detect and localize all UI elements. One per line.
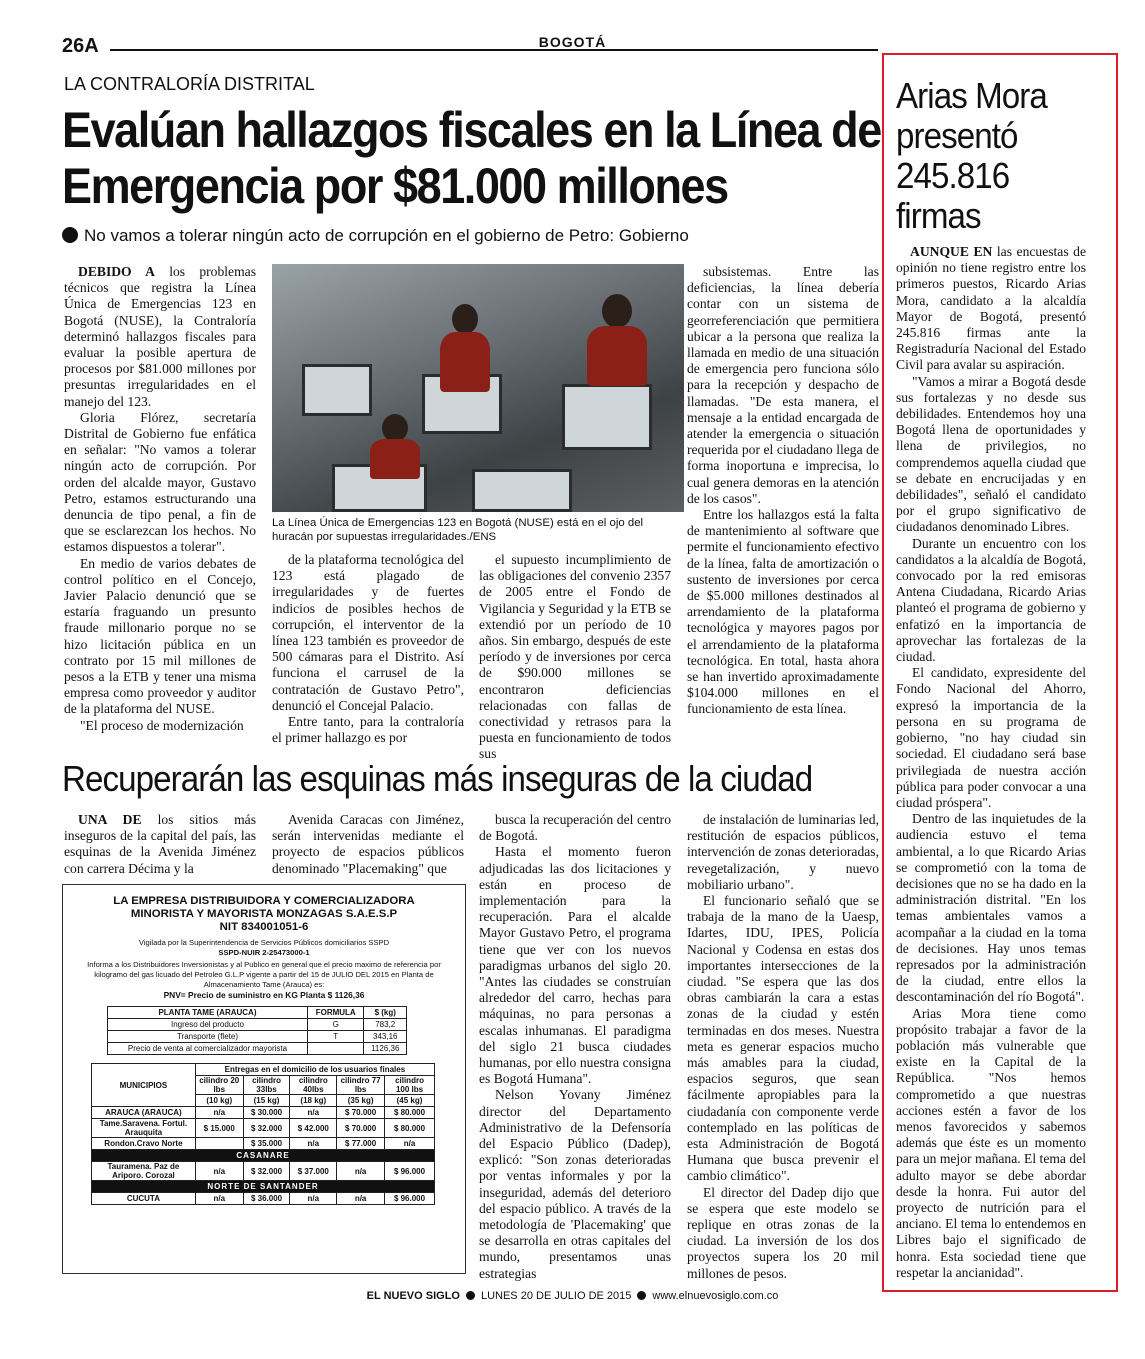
- table-cell: $ 36.000: [243, 1193, 290, 1205]
- table-cell: Precio de venta al comercializador mayorista: [108, 1043, 308, 1055]
- footer-brand: EL NUEVO SIGLO: [366, 1290, 460, 1302]
- table-cell: Transporte (flete): [108, 1031, 308, 1043]
- paragraph: [479, 552, 671, 763]
- paragraph: [479, 1087, 671, 1281]
- article-deck: [62, 226, 689, 246]
- ad-company-line: MINORISTA Y MAYORISTA MONZAGAS S.A.E.S.P: [130, 908, 398, 920]
- paragraph-text: Nelson Yovany Jiménez director del Departamento Administrativo de la Defensoría del Espacio Público (Dadep), explicó: "Son zonas deterioradas por ventas informales y por la inseguridad, además del deterioro del espacio público. A través de la metodología de 'Placemaking' que se desarrolla en otras capitales del mundo, presentamos unas estrategias: [479, 1087, 671, 1281]
- ad-sspd: SSPD-NUIR 2-25473000-1: [218, 948, 310, 957]
- paragraph-text: "Vamos a mirar a Bogotá desde sus fortalezas y no desde sus debilidades. Entendemos hoy una Bogotá llena de oportunidades y llena de privilegios, no comprendemos aquella ciudad que se debate en encrucijadas y en debilidades", señaló el candidato por el grupo significativo de ciudadanos denominado Libres.: [896, 373, 1086, 535]
- table-region-band: [92, 1150, 435, 1162]
- ad-notice: Informa a los Distribuidores Inversionistas y al Publico en general que el precio maximo de referencia por kilogramo del gas licuado del Petroleo G.L.P vigente a partir del 15 de JULIO DEL 2015 en Planta de Almacenamiento Tame (Arauca) es:: [87, 960, 441, 989]
- table-row: [92, 1138, 435, 1150]
- person-shirt: [440, 332, 490, 392]
- footer-url: www.elnuevosiglo.com.co: [652, 1290, 779, 1302]
- table-cell: n/a: [337, 1162, 385, 1181]
- paragraph: [896, 536, 1086, 666]
- article2-column-1: [64, 812, 256, 880]
- table-row: [92, 1107, 435, 1119]
- delivery-table: [91, 1063, 435, 1205]
- table-header-cell: cilindro 100 lbs: [385, 1076, 435, 1095]
- table-cell: $ 77.000: [337, 1138, 385, 1150]
- table-cell: $ 80.000: [385, 1119, 435, 1138]
- table-cell: 1126,36: [364, 1043, 407, 1055]
- table-row: [92, 1193, 435, 1205]
- person-head: [452, 304, 478, 334]
- paragraph-text: "El proceso de modernización: [80, 717, 244, 733]
- table-row: [108, 1043, 407, 1055]
- article-column-3: [479, 552, 671, 762]
- header-rule: [110, 49, 878, 51]
- paragraph: [479, 844, 671, 1087]
- table-cell: n/a: [337, 1193, 385, 1205]
- article-column-4: [687, 264, 879, 744]
- paragraph-text: Hasta el momento fueron adjudicadas las dos licitaciones y están en proceso de implementación para la recuperación. Para el alcalde Mayor Gustavo Petro, el programa tiene que ver con los nuevos paradigmas urbanos del siglo 20. "Antes las ciudades se construían alrededor del carro, hechas para máquinas, no para personas a escalas inhumanas. El paradigma del siglo 21 busca ciudades humanas, por ello nuestra consigna es Bogotá Humana".: [479, 844, 671, 1087]
- table-cell: $ 42.000: [290, 1119, 337, 1138]
- table-row: [92, 1162, 435, 1181]
- table-header-cell: cilindro 33lbs: [243, 1076, 290, 1095]
- table-header-cell: Entregas en el domicilio de los usuarios finales: [195, 1064, 434, 1076]
- section-label: BOGOTÁ: [538, 34, 607, 50]
- table-cell: n/a: [195, 1193, 243, 1205]
- ad-supervision: Vigilada por la Superintendencia de Servicios Públicos domiciliarios SSPD: [138, 938, 390, 947]
- paragraph-text: Entre tanto, para la contraloría el primer hallazgo es por: [272, 714, 464, 746]
- table-cell: G: [307, 1019, 364, 1031]
- table-header-cell: FORMULA: [307, 1007, 364, 1019]
- paragraph-text: Durante un encuentro con los candidatos a la alcaldía de Bogotá, convocado por la red emisoras Antena Ciudadana, Ricardo Arias planteó el programa de gobierno y enfatizó en la importancia de aprovechar las fortalezas de la ciudad.: [896, 535, 1086, 665]
- paragraph: [64, 718, 256, 734]
- paragraph: [272, 812, 464, 877]
- table-cell: $ 96.000: [385, 1193, 435, 1205]
- deck-text: No vamos a tolerar ningún acto de corrupción en el gobierno de Petro: Gobierno: [84, 226, 689, 245]
- table-region-band: [92, 1181, 435, 1193]
- table-header-cell: cilindro 77 lbs: [337, 1076, 385, 1095]
- table-header-row: [108, 1007, 407, 1019]
- paragraph-text: El funcionario señaló que se trabaja de la mano de la Uaesp, Idartes, IDU, IPES, Policía Nacional y Codensa en estas dos importantes intersecciones de la ciudad. "Se espera que las dos obras cambiarán la cara a estas zonas de la ciudad y estén terminadas en dos meses. Nuestra meta es generar espacios mucho más amables para la ciudad, espacios seguros, que sean fácilmente apropiables para la ciudadanía con componente verde contemplado en las políticas de esta Administración de Bogotá Humana que busca prevenir el cambio climático".: [687, 893, 879, 1184]
- table-cell: $ 35.000: [243, 1138, 290, 1150]
- article2-headline: Recuperarán las esquinas más inseguras de la ciudad: [62, 758, 813, 799]
- table-cell: n/a: [290, 1107, 337, 1119]
- table-header-row: [92, 1064, 435, 1076]
- article2-column-2: [272, 812, 464, 880]
- paragraph: [687, 507, 879, 718]
- monitor-shape: [472, 469, 572, 512]
- table-cell: n/a: [290, 1193, 337, 1205]
- paragraph: [896, 665, 1086, 811]
- table-cell: $ 80.000: [385, 1107, 435, 1119]
- paragraph: [687, 1185, 879, 1282]
- paragraph: [896, 244, 1086, 374]
- table-cell: Ingreso del producto: [108, 1019, 308, 1031]
- table-header-cell: cilindro 20 lbs: [195, 1076, 243, 1095]
- municipio-name: Tauramena. Paz de Ariporo. Corozal: [92, 1162, 196, 1181]
- monitor-shape: [562, 384, 652, 450]
- table-cell: 343,16: [364, 1031, 407, 1043]
- table-cell: $ 32.000: [243, 1162, 290, 1181]
- photo-caption: La Línea Única de Emergencias 123 en Bogotá (NUSE) está en el ojo del huracán por supuestas irregularidades./ENS: [272, 517, 644, 543]
- table-cell: $ 15.000: [195, 1119, 243, 1138]
- table-cell: [195, 1138, 243, 1150]
- paragraph: [272, 552, 464, 714]
- table-header-cell: (10 kg): [195, 1095, 243, 1107]
- ad-company-line: LA EMPRESA DISTRIBUIDORA Y COMERCIALIZADORA: [113, 895, 415, 907]
- paragraph-text: El candidato, expresidente del Fondo Nacional del Ahorro, expresó la importancia de la persona en su programa de gobierno, "no hay ciudad sin sociedad. El ciudadano será base privilegiada de nuestra acción pública para poder convocar a una ciudad próspera".: [896, 665, 1086, 810]
- table-header-cell: PLANTA TAME (ARAUCA): [108, 1007, 308, 1019]
- table-header-cell: (15 kg): [243, 1095, 290, 1107]
- article-headline: Evalúan hallazgos fiscales en la Línea de Emergencia por $81.000 millones: [62, 102, 881, 214]
- paragraph: [896, 811, 1086, 1005]
- lead-words: DEBIDO A: [78, 264, 155, 279]
- table-cell: $ 30.000: [243, 1107, 290, 1119]
- article2-column-3: [479, 812, 671, 1282]
- table-header-cell: $ (kg): [364, 1007, 407, 1019]
- table-cell: n/a: [195, 1107, 243, 1119]
- table-cell: [307, 1043, 364, 1055]
- paragraph-text: de la plataforma tecnológica del 123 está plagado de irregularidades y de fuertes indicios de posibles hechos de corrupción, el interventor de la línea 123 también es proveedor de 500 cámaras para el Distrito. Así funciona el carrusel de la contratación de Gustavo Petro", denunció el Concejal Palacio.: [272, 552, 464, 713]
- bullet-icon: [637, 1291, 646, 1300]
- paragraph: [64, 264, 256, 410]
- paragraph-text: En medio de varios debates de control político en el Concejo, Javier Palacio denunció que se estaría fraguando un presunto fraude millonario porque no se hizo licitación pública en un contrato por 15 mil millones de pesos a la ETB y tener una misma empresa como proveedor y auditor de la plataforma del NUSE.: [64, 555, 256, 717]
- bullet-icon: [466, 1291, 475, 1300]
- table-cell: $ 37.000: [290, 1162, 337, 1181]
- person-shirt: [370, 439, 420, 479]
- price-table: [107, 1006, 407, 1055]
- paragraph: [896, 1006, 1086, 1281]
- paragraph: [687, 264, 879, 507]
- paragraph: [687, 893, 879, 1185]
- paragraph-text: subsistemas. Entre las deficiencias, la línea debería contar con un sistema de georreferenciación que permitiera ubicar a la persona que realiza la llamada en medio de una situación de emergencia pero funciona sólo para la recepción y despacho de llamadas. "De esta manera, el mensaje a la entidad encargada de atender la emergencia o situación requerida por el ciudadano llega de forma inoportuna e imprecisa, lo cual genera demoras en la atención de los casos".: [687, 264, 879, 506]
- paragraph-text: Dentro de las inquietudes de la audiencia estuvo el tema ambiental, a lo que Ricardo Arias se comprometió con la toma de decisiones que no se ha dado en la administración distrital. "En los temas ambientales vamos a acompañar a la ciudad en la toma de decisiones. Hay unos temas represados por la administración de la ciudad, entre ellos la descontaminación del río Bogotá".: [896, 811, 1086, 1005]
- table-cell: n/a: [290, 1138, 337, 1150]
- article-column-2: [272, 552, 464, 744]
- ad-pnv: PNV= Precio de suministro en KG Planta $ 1126,36: [163, 990, 365, 1000]
- article2-column-4: [687, 812, 879, 1282]
- table-header-cell: cilindro 40lbs: [290, 1076, 337, 1095]
- paragraph: [479, 812, 671, 844]
- table-header-cell: (45 kg): [385, 1095, 435, 1107]
- paragraph-text: Arias Mora tiene como propósito trabajar a favor de la población más vulnerable que existe en la Capital de la República. "Nos hemos comprometido a que nuestras acciones estén a favor de los menos favorecidos y sabemos además que éste es un momento para un mejor mañana. El tema del adulto mayor se debe abordar desde la honra. Fui autor del proyecto de nutrición para el anciano. El tema lo entendemos en Libres bajo el significado de honra. Esta sociedad tiene que respetar la ancianidad".: [896, 1005, 1086, 1280]
- municipio-name: Tame.Saravena. Fortul. Arauquita: [92, 1119, 196, 1138]
- table-header-cell: MUNICIPIOS: [92, 1064, 196, 1107]
- table-cell: $ 32.000: [243, 1119, 290, 1138]
- paragraph-text: de instalación de luminarias led, restitución de espacios públicos, intervención de zonas deterioradas, revegetalización, y nuevo mobiliario urbano".: [687, 812, 879, 892]
- paragraph-text: Gloria Flórez, secretaría Distrital de Gobierno fue enfática en señalar: "No vamos a tolerar ningún acto de corrupción. Por orden del alcalde mayor, Gustavo Petro, estamos estructurando una denuncia de tipo penal, a fin de que se esclarezcan los hechos. No estamos dispuestos a tolerar".: [64, 409, 256, 555]
- paragraph-text: los problemas técnicos que registra la Línea Única de Emergencias 123 en Bogotá (NUSE), la Contraloría determinó hallazgos fiscales para evaluar la posible apertura de procesos por $81.000 millones por presuntas irregularidades en el manejo del 123.: [64, 264, 256, 409]
- paragraph-text: los sitios más inseguros de la capital del país, las esquinas de la Avenida Jiménez con carrera Décima y la: [64, 812, 256, 876]
- sidebar-body: [896, 244, 1086, 1280]
- table-row: [108, 1031, 407, 1043]
- paragraph-text: busca la recuperación del centro de Bogotá.: [479, 812, 671, 844]
- person-shirt: [587, 326, 647, 386]
- emergency-center-photo: [272, 264, 684, 512]
- table-cell: T: [307, 1031, 364, 1043]
- sidebar-title: Arias Mora presentó 245.816 firmas: [896, 75, 1047, 236]
- paragraph: [272, 714, 464, 746]
- table-row: [92, 1119, 435, 1138]
- gas-price-advertisement: [62, 884, 466, 1274]
- bullet-icon: [62, 227, 78, 243]
- region-label: NORTE DE SANTANDER: [92, 1181, 435, 1193]
- page-number: 26A: [62, 35, 99, 57]
- table-cell: $ 70.000: [337, 1107, 385, 1119]
- paragraph-text: Entre los hallazgos está la falta de mantenimiento al software que permite el funcionamiento efectivo de la línea, falta de amortización o sustento de inversiones por cerca de $5.000 millones destinados al arrendamiento de la plataforma tecnológica y mayores pagos por el arrendamiento de la plataforma tecnológica. En total, hasta ahora se han invertido aproximadamente $104.000 millones en el funcionamiento de esta línea.: [687, 507, 879, 717]
- region-label: CASANARE: [92, 1150, 435, 1162]
- paragraph: [687, 812, 879, 893]
- footer-date: LUNES 20 DE JULIO DE 2015: [480, 1290, 632, 1302]
- table-cell: 783,2: [364, 1019, 407, 1031]
- article-column-1: [64, 264, 256, 744]
- paragraph-text: las encuestas de opinión no tiene registro entre los primeros puestos, Ricardo Arias Mora, candidato a la alcaldía Mayor de Bogotá, presentó 245.816 firmas ante la Registraduría Nacional del Estado Civil para avalar su aspiración.: [896, 244, 1086, 373]
- lead-words: UNA DE: [78, 812, 142, 827]
- ad-nit: NIT 834001051-6: [219, 921, 309, 933]
- paragraph: [64, 410, 256, 556]
- paragraph: [64, 812, 256, 877]
- paragraph: [64, 556, 256, 718]
- table-header-cell: (35 kg): [337, 1095, 385, 1107]
- table-cell: n/a: [195, 1162, 243, 1181]
- table-cell: $ 70.000: [337, 1119, 385, 1138]
- paragraph-text: el supuesto incumplimiento de las obligaciones del convenio 2357 de 2005 entre el Fondo de Vigilancia y Seguridad y la ETB se extendió por un período de 10 años. Sin embargo, después de este período y de inversiones por cerca de $90.000 millones se encontraron deficiencias relacionadas con fallas de conectividad y retrasos para la puesta en funcionamiento de todos sus: [479, 552, 671, 762]
- paragraph-text: Avenida Caracas con Jiménez, serán intervenidas mediante el proyecto de espacios públicos denominado "Placemaking" que: [272, 812, 464, 876]
- municipio-name: Rondon.Cravo Norte: [92, 1138, 196, 1150]
- article-kicker: LA CONTRALORÍA DISTRITAL: [64, 74, 315, 94]
- paragraph: [896, 374, 1086, 536]
- table-header-cell: (18 kg): [290, 1095, 337, 1107]
- table-cell: n/a: [385, 1138, 435, 1150]
- monitor-shape: [302, 364, 372, 416]
- page-footer: [0, 1290, 1145, 1302]
- paragraph-text: El director del Dadep dijo que se espera que este modelo se replique en otras zonas de la ciudad. La inversión de los dos proyectos supera los 20 mil millones de pesos.: [687, 1184, 879, 1281]
- table-cell: $ 96.000: [385, 1162, 435, 1181]
- lead-words: AUNQUE EN: [910, 244, 993, 259]
- person-head: [602, 294, 632, 328]
- municipio-name: ARAUCA (ARAUCA): [92, 1107, 196, 1119]
- person-head: [382, 414, 408, 442]
- table-row: [108, 1019, 407, 1031]
- municipio-name: CUCUTA: [92, 1193, 196, 1205]
